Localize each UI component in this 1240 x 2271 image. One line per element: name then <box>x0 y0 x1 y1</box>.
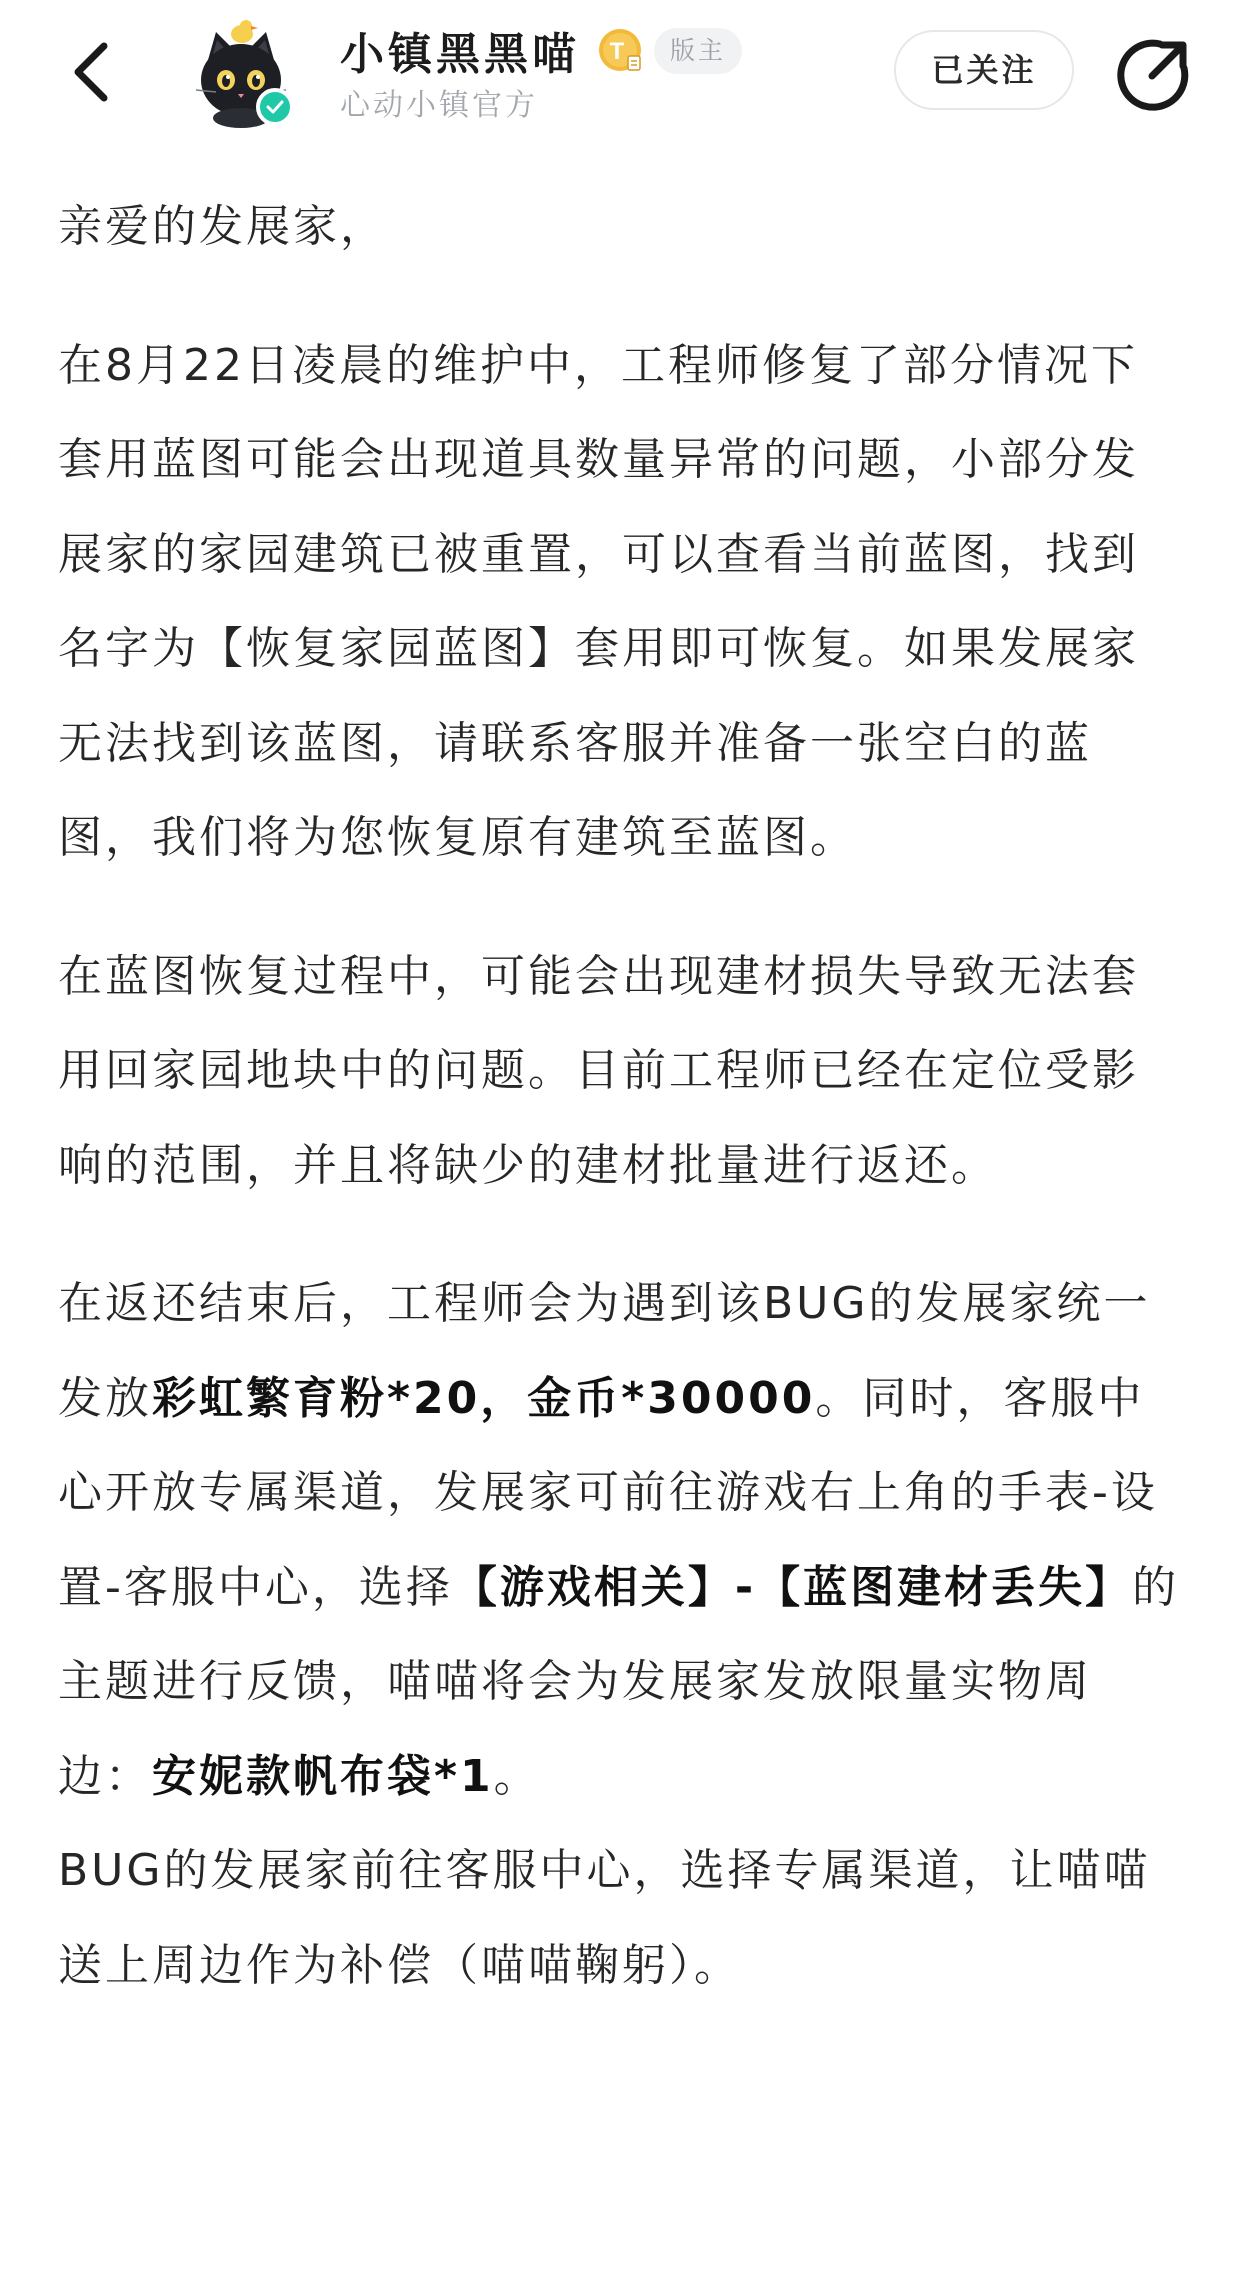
follow-button[interactable]: 已关注 <box>894 30 1074 110</box>
level-badge-icon <box>596 26 646 76</box>
paragraph-contact-support: BUG的发展家前往客服中心，选择专属渠道，让喵喵送上周边作为补偿（喵喵鞠躬）。 <box>58 1845 1151 1991</box>
merch-reward: 安妮款帆布袋*1 <box>152 1750 494 1802</box>
level-badge-letter: T <box>609 38 625 65</box>
compensation-text-1: 在返还结束后，工程师会为遇到该BUG的发展家统一发放 <box>58 1278 1151 1424</box>
back-button[interactable] <box>62 36 122 108</box>
greeting: 亲爱的发展家， <box>58 201 387 252</box>
compensation-text-4: 。 <box>493 1750 541 1802</box>
user-name[interactable]: 小镇黑黑喵 <box>340 29 580 80</box>
verified-check-icon <box>266 99 284 115</box>
verified-badge <box>256 88 294 126</box>
post-body <box>58 180 1182 2013</box>
compensation-text-2: 。同时，客服中心开放专属渠道，发展家可前往游戏右上角的手表-设置-客服中心，选择 <box>58 1372 1158 1613</box>
level-badge <box>596 26 646 76</box>
share-arrow-icon <box>1116 36 1192 112</box>
share-button[interactable] <box>1116 36 1192 112</box>
paragraph-compensation <box>58 1257 1182 1824</box>
compensation-text-3: 的主题进行反馈，喵喵将会为发展家发放限量实物周边： <box>58 1561 1180 1802</box>
post-header <box>0 0 1240 150</box>
moderator-badge: 版主 <box>654 28 742 74</box>
feedback-topic: 【游戏相关】-【蓝图建材丢失】 <box>452 1561 1133 1613</box>
paragraph-material-loss: 在蓝图恢复过程中，可能会出现建材损失导致无法套用回家园地块中的问题。目前工程师已经在定位受影响的范围，并且将缺少的建材批量进行返还。 <box>58 950 1139 1191</box>
paragraph-blueprint-fix: 在8月22日凌晨的维护中，工程师修复了部分情况下套用蓝图可能会出现道具数量异常的问题，小部分发展家的家园建筑已被重置，可以查看当前蓝图，找到名字为【恢复家园蓝图】套用即可恢复。如果发展家无法找到该蓝图，请联系客服并准备一张空白的蓝图，我们将为您恢复原有建筑至蓝图。 <box>58 339 1139 863</box>
chevron-left-icon <box>62 36 122 108</box>
compensation-reward: 彩虹繁育粉*20，金币*30000 <box>152 1372 816 1424</box>
user-official-tag: 心动小镇官方 <box>340 88 538 123</box>
